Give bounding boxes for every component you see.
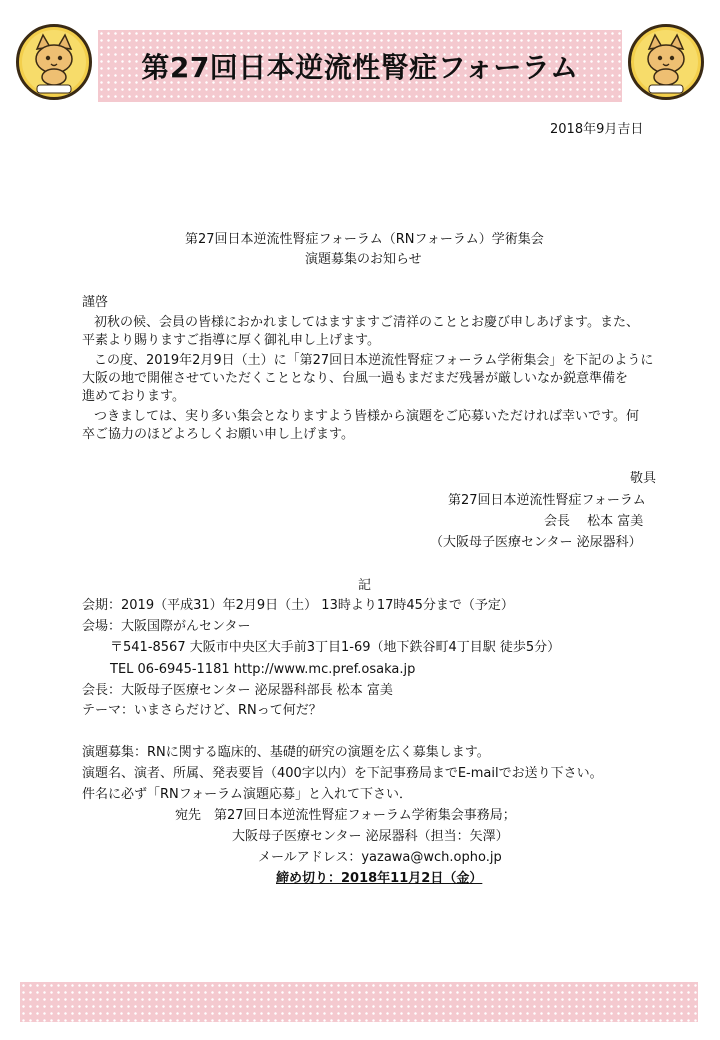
body-paragraph-2-line-3: 進めております。 xyxy=(82,389,185,404)
body-paragraph-1-line-2: 平素より賜りますご指導に厚く御礼申し上げます。 xyxy=(82,333,380,348)
call-recipient-2: 大阪母子医療センター 泌尿器科（担当：矢澤） xyxy=(232,829,509,844)
call-email[interactable]: メールアドレス：yazawa@wch.opho.jp xyxy=(258,850,502,865)
closing-affiliation: （大阪母子医療センター 泌尿器科） xyxy=(430,535,642,550)
body-paragraph-2-line-2: 大阪の地で開催させていただくこととなり、台風一過もまだまだ残暑が厳しいなか鋭意準備を xyxy=(82,371,629,386)
closing-president: 会長 松本 富美 xyxy=(544,514,644,529)
detail-period: 会期：2019（平成31）年2月9日（土） 13時より17時45分まで（予定） xyxy=(82,598,514,613)
subject-line-1: 第27回日本逆流性腎症フォーラム（RNフォーラム）学術集会 xyxy=(185,232,544,247)
detail-venue: 会場：大阪国際がんセンター xyxy=(82,619,251,634)
body-paragraph-1-line-1: 初秋の候、会員の皆様におかれましてはますますご清祥のこととお慶び申しあげます。また、 xyxy=(94,315,639,330)
detail-theme: テーマ：いまさらだけど、RNって何だ？ xyxy=(82,703,322,718)
ki-heading: 記 xyxy=(358,578,372,593)
detail-address: 〒541-8567 大阪市中央区大手前3丁目1-69（地下鉄谷町4丁目駅 徒歩5分） xyxy=(110,640,561,655)
detail-tel-url: TEL 06-6945-1181 http://www.mc.pref.osaka.jp xyxy=(110,662,416,677)
mascot-logo-left xyxy=(16,24,92,100)
body-paragraph-3-line-1: つきましては、実り多い集会となりますよう皆様から演題をご応募いただければ幸いです。何 xyxy=(94,409,639,424)
footer-banner xyxy=(20,982,698,1022)
mascot-logo-right xyxy=(628,24,704,100)
call-deadline: 締め切り：2018年11月2日（金） xyxy=(276,871,483,886)
body-paragraph-2-line-1: この度、2019年2月9日（土）に「第27回日本逆流性腎症フォーラム学術集会」を下記のように xyxy=(94,353,654,368)
detail-chair: 会長：大阪母子医療センター 泌尿器科部長 松本 富美 xyxy=(82,683,393,698)
call-line-1: 演題募集：RNに関する臨床的、基礎的研究の演題を広く募集します。 xyxy=(82,745,490,760)
greeting: 謹啓 xyxy=(82,295,109,310)
document-date: 2018年9月吉日 xyxy=(550,122,644,137)
subject-line-2: 演題募集のお知らせ xyxy=(305,252,422,267)
header-banner xyxy=(98,30,622,102)
closing-keigu: 敬具 xyxy=(630,471,657,486)
call-recipient-1: 宛先 第27回日本逆流性腎症フォーラム学術集会事務局； xyxy=(175,808,516,823)
page-title: 第27回日本逆流性腎症フォーラム xyxy=(141,51,579,84)
body-paragraph-3-line-2: 卒ご協力のほどよろしくお願い申し上げます。 xyxy=(82,427,354,442)
closing-organization: 第27回日本逆流性腎症フォーラム xyxy=(448,493,646,508)
call-line-3: 件名に必ず「RNフォーラム演題応募」と入れて下さい． xyxy=(82,787,412,802)
call-line-2: 演題名、演者、所属、発表要旨（400字以内）を下記事務局までE-mailでお送り下さい。 xyxy=(82,766,603,781)
